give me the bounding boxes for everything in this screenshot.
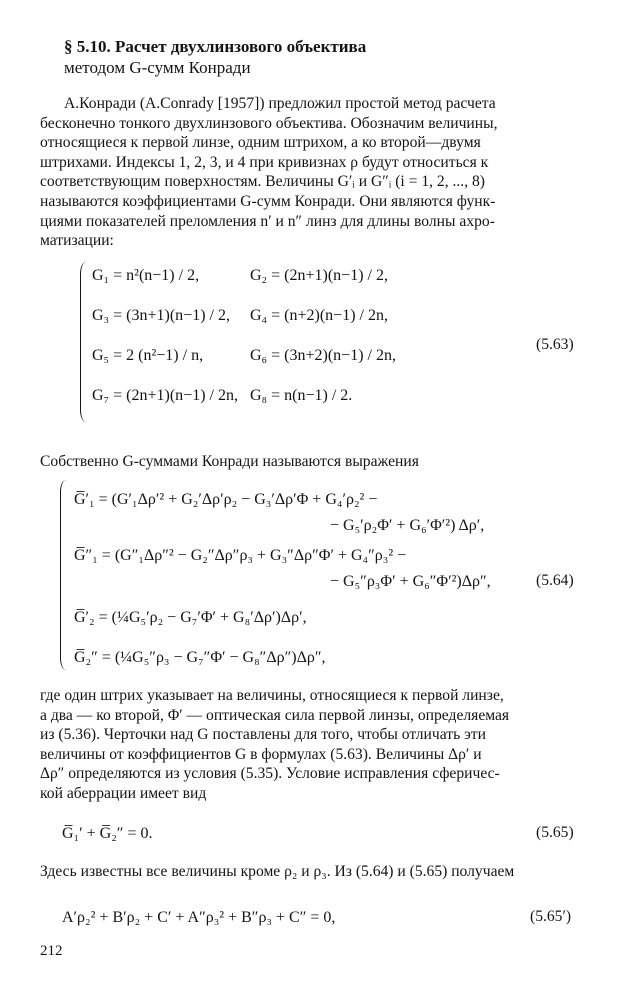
- equation-number: (5.65): [536, 824, 574, 841]
- paragraph-explanation: [40, 686, 588, 804]
- formula-g1-prime-cont: − G₅′ρ₂Φ′ + G₆′Φ′²) Δρ′,: [330, 517, 485, 534]
- formula-g6: G₆ = (3n+2)(n−1) / 2n,: [250, 347, 396, 364]
- text-line: матизации:: [40, 232, 114, 250]
- equation-brace: [60, 480, 68, 670]
- formula-g1-double-prime: G̅″₁ = (G″₁Δρ″² − G₂″Δρ″ρ₃ + G₃″Δρ″Φ′ + G₄″ρ₃² −: [74, 547, 407, 564]
- equation-brace: [80, 262, 88, 422]
- text-line: кой аберрации имеет вид: [40, 784, 207, 802]
- formula-g8: G₈ = n(n−1) / 2.: [250, 387, 353, 404]
- formula-g3: G₃ = (3n+1)(n−1) / 2,: [92, 307, 230, 324]
- paragraph-known: Здесь известны все величины кроме ρ₂ и ρ₃. Из (5.64) и (5.65) получаем: [40, 863, 515, 880]
- text-line: называются коэффициентами G-сумм Конради. Они являются функ-: [40, 192, 496, 210]
- formula-g1: G₁ = n²(n−1) / 2,: [92, 267, 200, 284]
- formula-g1-double-prime-cont: − G₅″ρ₃Φ′ + G₆″Φ′²)Δρ″,: [330, 573, 491, 590]
- formula-g7: G₇ = (2n+1)(n−1) / 2n,: [92, 387, 238, 404]
- paragraph-intro: [40, 94, 588, 251]
- text-line: где один штрих указывает на величины, относящиеся к первой линзе,: [40, 687, 504, 704]
- formula-g1-prime: G̅′₁ = (G′₁Δρ′² + G₂′Δρ′ρ₂ − G₃′Δρ′Φ + G₄′ρ₂² −: [74, 491, 378, 508]
- formula-g4: G₄ = (n+2)(n−1) / 2n,: [250, 307, 388, 324]
- heading-line-1: § 5.10. Расчет двухлинзового объектива: [64, 37, 367, 56]
- text-line: а два — ко второй, Φ′ — оптическая сила первой линзы, определяемая: [40, 706, 510, 724]
- formula-g5: G₅ = 2 (n²−1) / n,: [92, 347, 204, 364]
- paragraph-g-sums: Собственно G-суммами Конради называются выражения: [40, 453, 419, 470]
- text-line: из (5.36). Черточки над G поставлены для того, чтобы отличать эти: [40, 726, 486, 744]
- text-line: штрихами. Индексы 1, 2, 3, и 4 при кривизнах ρ будут относиться к: [40, 153, 489, 171]
- text-line: соответствующим поверхностям. Величины G′ᵢ и G″ᵢ (i = 1, 2, ..., 8): [40, 173, 485, 191]
- text-line: бесконечно тонкого двухлинзового объектива. Обозначим величины,: [40, 114, 498, 132]
- formula-565-prime: A′ρ₂² + B′ρ₂ + C′ + A″ρ₃² + B″ρ₃ + C″ = 0,: [62, 909, 336, 926]
- formula-565: G̅₁′ + G̅₂″ = 0.: [62, 825, 153, 842]
- text-line: относящиеся к первой линзе, одним штрихом, а ко второй—двумя: [40, 134, 481, 152]
- section-heading: [64, 36, 584, 78]
- text-line: циями показателей преломления n′ и n″ линз для длины волны ахро-: [40, 212, 495, 230]
- formula-g2-double-prime: G̅₂″ = (¼G₅″ρ₃ − G₇″Φ′ − G₈″Δρ″)Δρ″,: [74, 649, 326, 666]
- equation-number: (5.63): [536, 336, 574, 353]
- formula-g2: G₂ = (2n+1)(n−1) / 2,: [250, 267, 388, 284]
- page-number: 212: [40, 943, 63, 959]
- equation-number: (5.64): [536, 572, 574, 589]
- equation-number: (5.65′): [530, 908, 572, 925]
- text-line: Δρ″ определяются из условия (5.35). Условие исправления сферичес-: [40, 765, 500, 783]
- formula-g2-prime: G̅′₂ = (¼G₅′ρ₂ − G₇′Φ′ + G₈′Δρ′)Δρ′,: [74, 609, 307, 626]
- text-line: величины от коэффициентов G в формулах (5.63). Величины Δρ′ и: [40, 745, 482, 763]
- text-line: А.Конради (A.Conrady [1957]) предложил простой метод расчета: [64, 95, 496, 112]
- heading-line-2: методом G-сумм Конради: [64, 58, 251, 77]
